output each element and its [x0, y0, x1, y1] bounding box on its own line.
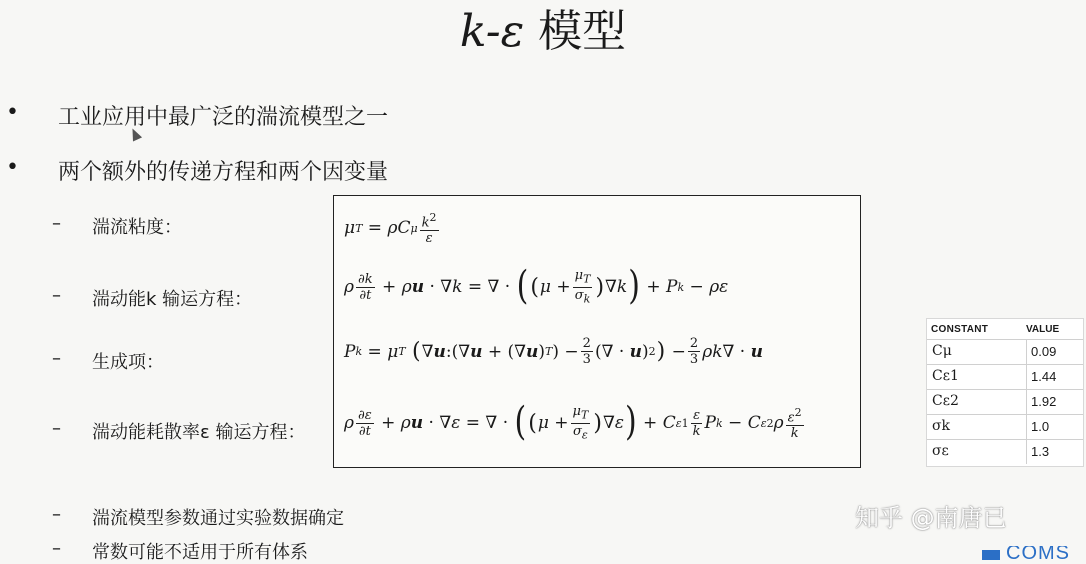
turbulent-viscosity-equation: μ T = ρC μ $\frac{k^2}{\varepsilon}$	[344, 211, 437, 247]
sub-text: 湍动能耗散率ε 输运方程：	[92, 422, 306, 443]
sub-marker: –	[52, 213, 61, 234]
table-row	[927, 414, 1083, 439]
constant-name: σε	[932, 443, 949, 459]
sub-marker: –	[52, 504, 61, 525]
sub-marker: –	[52, 285, 61, 306]
sub-marker: –	[52, 418, 61, 439]
constant-name: σk	[932, 418, 951, 434]
sub-text: 湍流粘度：	[92, 217, 182, 238]
table-row	[927, 389, 1083, 414]
table-row	[927, 364, 1083, 389]
epsilon-transport-equation: ρ $\frac{\partial\varepsilon}{\partial t}$ + ρ u · ∇ ε = ∇ · ( ( μ + $\frac{\mu_T}{\sigma_\varepsilon}$ ) ∇ ε ) + C ε1 $\frac{\varepsilon}{k}$ P k − C ε2 ρ $\frac{\varepsilon^2}{k}$	[344, 399, 802, 446]
constant-value: 1.3	[1026, 440, 1083, 464]
watermark: 知乎 @南唐已	[855, 504, 1007, 532]
sub-text: 生成项：	[92, 352, 164, 373]
table-row	[927, 439, 1083, 464]
table-header-value: VALUE	[1026, 324, 1060, 335]
constant-value: 1.92	[1026, 390, 1083, 414]
production-term-equation: P k = μ T ( ∇ u :(∇ u + (∇ u ) T ) − $\frac{2}{3}$ (∇ · u ) 2 ) − $\frac{2}{3}$ ρk ∇ · u	[344, 336, 763, 367]
sub-text: 湍动能k 输运方程：	[92, 289, 253, 310]
constant-name: Cε1	[932, 368, 959, 384]
sub-text: 湍流模型参数通过实验数据确定	[92, 508, 344, 529]
constant-name: Cμ	[932, 343, 952, 359]
constant-value: 1.0	[1026, 415, 1083, 439]
equation-box	[333, 195, 861, 468]
constant-value: 1.44	[1026, 365, 1083, 389]
bullet-marker: •	[6, 155, 19, 180]
k-transport-equation: ρ $\frac{\partial k}{\partial t}$ + ρ u · ∇ k = ∇ · ( ( μ + $\frac{\mu_T}{\sigma_k}$ ) ∇ k ) + P k − ρε	[344, 263, 729, 310]
sub-marker: –	[52, 538, 61, 559]
constants-table	[926, 318, 1084, 467]
table-header-constant: CONSTANT	[931, 324, 989, 335]
constant-value: 0.09	[1026, 340, 1083, 364]
logo-mark-icon	[982, 550, 1000, 560]
title-text: 模型	[524, 6, 627, 57]
sub-text: 常数可能不适用于所有体系	[92, 542, 308, 563]
constant-name: Cε2	[932, 393, 959, 409]
bullet-text: 两个额外的传递方程和两个因变量	[58, 160, 389, 185]
slide-title	[0, 2, 1086, 62]
bullet-marker: •	[6, 100, 19, 125]
title-symbol: k-ε	[459, 6, 525, 57]
brand-text: COMS	[1006, 546, 1070, 560]
bullet-text: 工业应用中最广泛的湍流模型之一	[58, 105, 389, 130]
table-row	[927, 339, 1083, 364]
sub-marker: –	[52, 348, 61, 369]
brand-logo	[982, 546, 1086, 560]
